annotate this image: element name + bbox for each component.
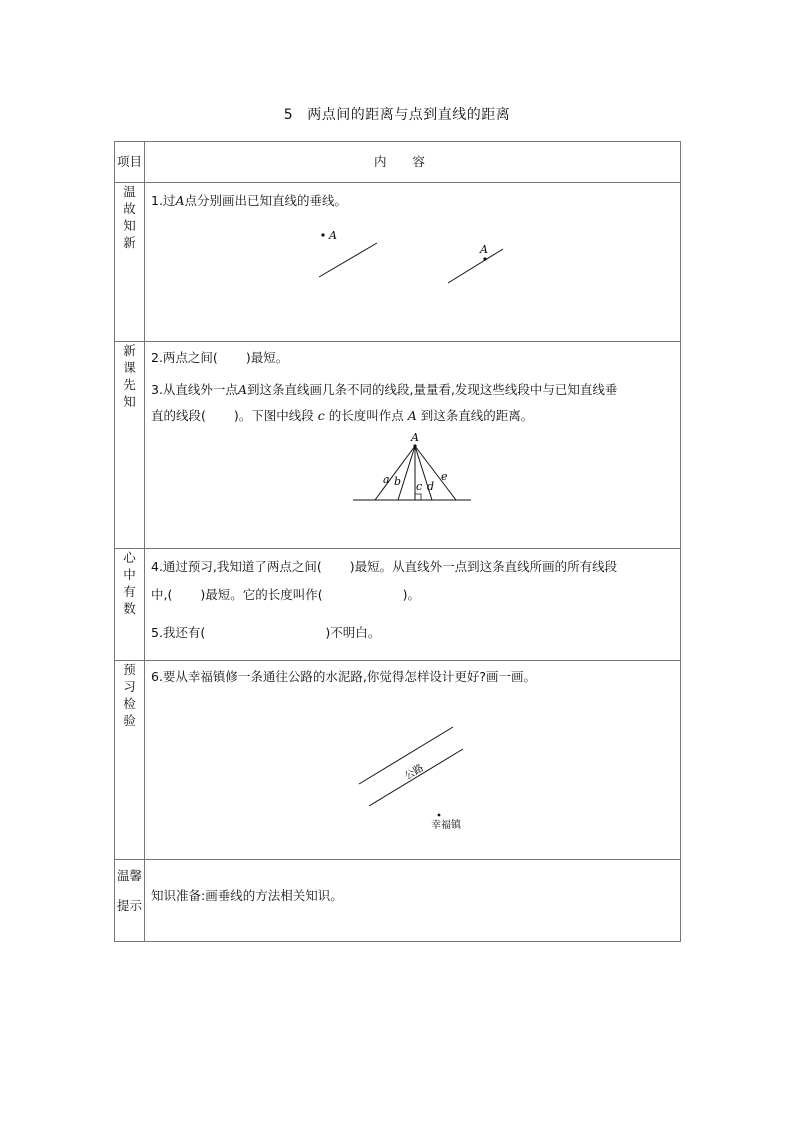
- row-preview-test: [115, 661, 681, 860]
- perpendicular-figure: [145, 213, 681, 323]
- row-review-content: [145, 183, 681, 342]
- question-4-line-2: 中,( )最短。它的长度叫作( )。: [151, 587, 421, 602]
- header-content-cell: [145, 142, 681, 183]
- road-label: 公路: [402, 762, 426, 783]
- row-new-lesson-label: 新课先知: [123, 343, 136, 409]
- segment-label-a: a: [383, 473, 390, 486]
- row-tips-label-cell: [115, 860, 145, 942]
- road-figure: [145, 687, 681, 837]
- segments-figure: [145, 428, 681, 508]
- row-review-label: 温故知新: [123, 184, 136, 250]
- row-new-lesson-content: [145, 342, 681, 549]
- point-a-off-line: [321, 233, 324, 236]
- segment-label-e: e: [441, 470, 448, 483]
- row-tips: [115, 860, 681, 942]
- segment-label-c: c: [416, 480, 423, 493]
- header-item-cell: [115, 142, 145, 183]
- question-3-line-1: 3.从直线外一点A到这条直线画几条不同的线段,量量看,发现这些线段中与已知直线垂: [151, 382, 618, 397]
- point-a-on-line: [483, 257, 486, 260]
- question-3-line-2: 直的线段( )。下图中线段 c 的长度叫作点 A 到这条直线的距离。: [151, 408, 534, 423]
- row-self-check-label: 心中有数: [123, 550, 136, 616]
- section-number: 5: [283, 107, 294, 123]
- page-title: [0, 104, 794, 124]
- header-content-label: 内容: [373, 154, 451, 169]
- line-2: [448, 249, 503, 283]
- row-tips-label-line-1: 温馨: [116, 868, 142, 883]
- point-a-label-1: A: [329, 229, 337, 242]
- row-tips-label-line-2: 提示: [116, 898, 142, 913]
- point-a-label-2: A: [480, 243, 488, 256]
- row-preview-test-label-cell: [115, 661, 145, 860]
- town-point: [438, 814, 441, 817]
- row-new-lesson: [115, 342, 681, 549]
- segment-a: [375, 446, 415, 500]
- section-title: 两点间的距离与点到直线的距离: [307, 107, 511, 123]
- question-1: 1.过A点分别画出已知直线的垂线。: [151, 193, 347, 208]
- row-tips-content: [145, 860, 681, 942]
- header-row: [115, 142, 681, 183]
- row-new-lesson-label-cell: [115, 342, 145, 549]
- right-angle-mark: [415, 494, 421, 500]
- question-5: 5.我还有( )不明白。: [151, 625, 381, 640]
- row-self-check-label-cell: [115, 549, 145, 661]
- row-review-label-cell: [115, 183, 145, 342]
- line-1: [319, 243, 377, 277]
- question-2: 2.两点之间( )最短。: [151, 350, 289, 365]
- row-self-check: [115, 549, 681, 661]
- question-4-line-1: 4.通过预习,我知道了两点之间( )最短。从直线外一点到这条直线所画的所有线段: [151, 559, 618, 574]
- town-label: 幸福镇: [431, 820, 461, 831]
- row-preview-test-content: [145, 661, 681, 860]
- apex-label: A: [411, 431, 419, 444]
- question-6: 6.要从幸福镇修一条通往公路的水泥路,你觉得怎样设计更好?画一画。: [151, 669, 537, 684]
- row-preview-test-label: 预习检验: [123, 662, 136, 728]
- segment-b: [398, 446, 415, 500]
- row-self-check-content: [145, 549, 681, 661]
- tips-text: 知识准备:画垂线的方法相关知识。: [151, 888, 343, 903]
- segment-label-d: d: [427, 480, 435, 493]
- segment-label-b: b: [394, 475, 402, 488]
- preview-sheet-table: [114, 141, 681, 942]
- header-item-label: 项目: [116, 154, 142, 169]
- row-review: [115, 183, 681, 342]
